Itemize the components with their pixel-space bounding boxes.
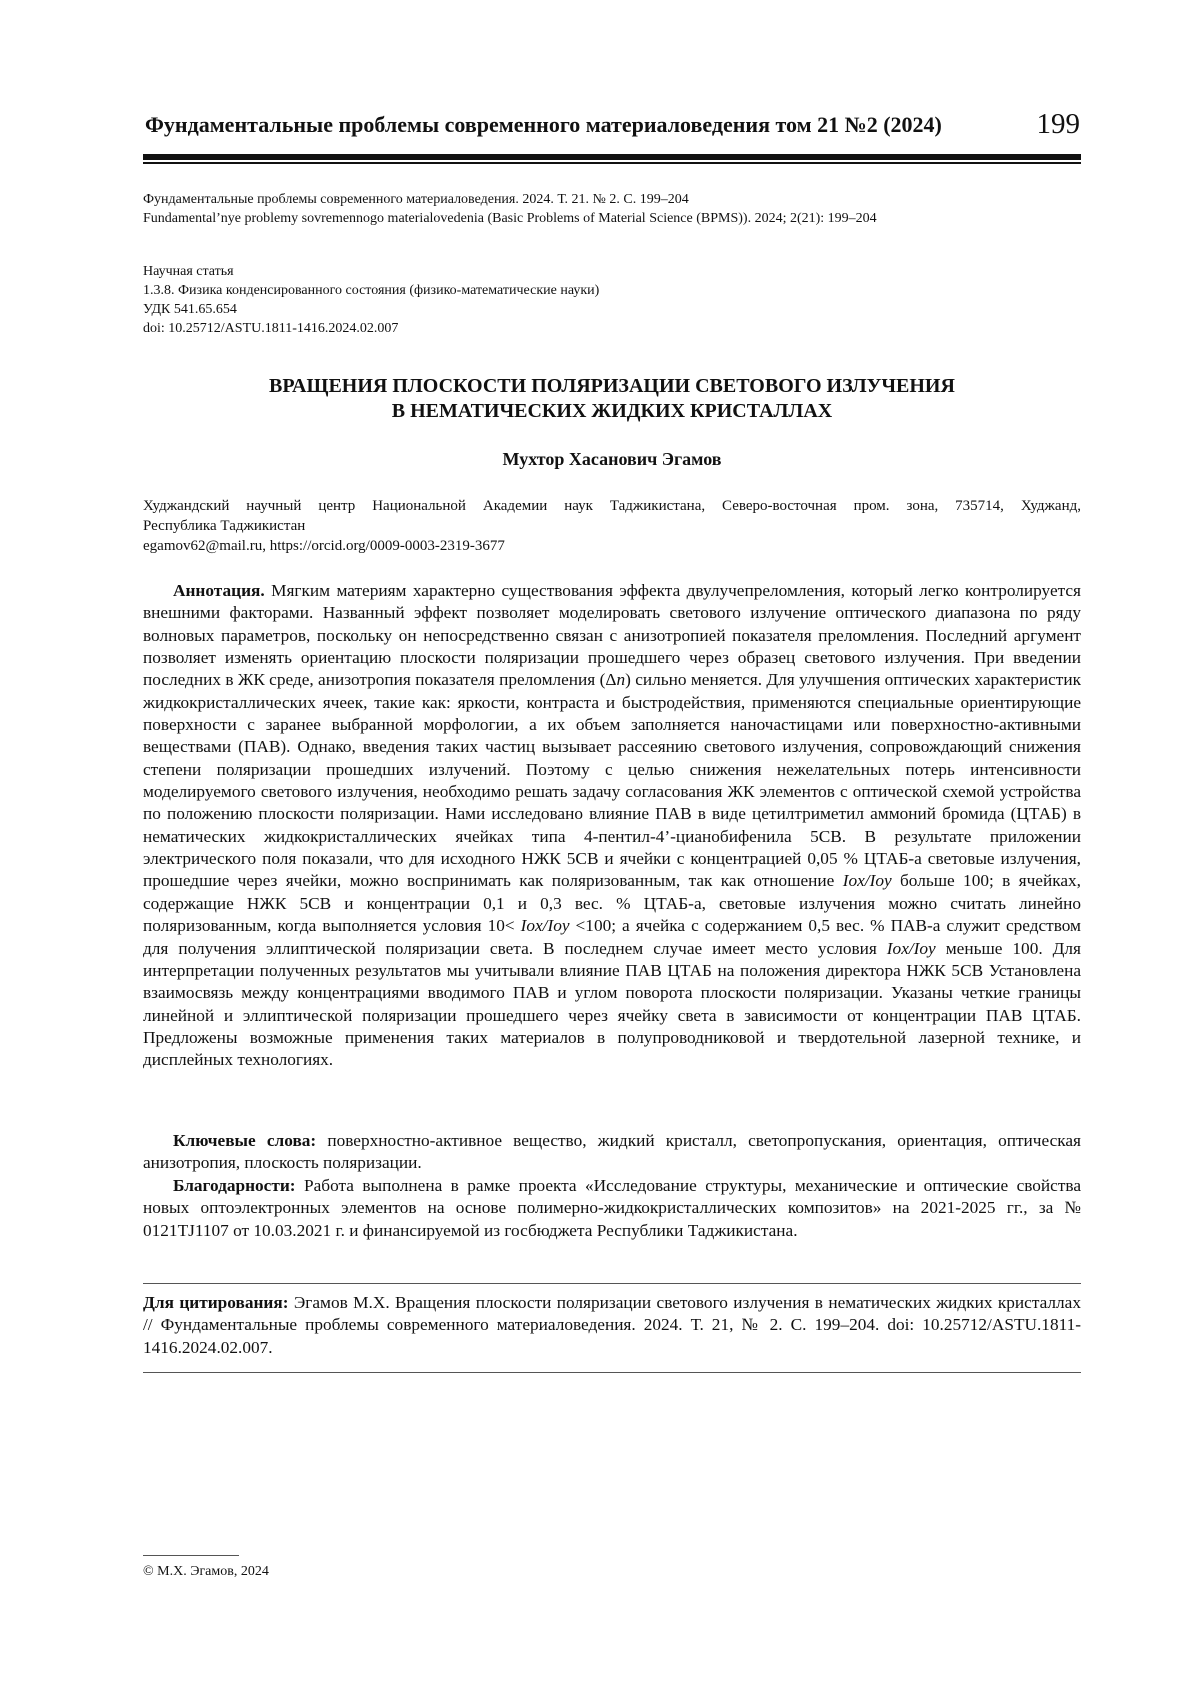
article-type: Научная статья: [143, 264, 234, 279]
citation-rule-top: [143, 1283, 1081, 1284]
keywords-label: Ключевые слова:: [173, 1131, 317, 1150]
keywords: Ключевые слова: поверхностно-активное вещество, жидкий кристалл, светопропускания, ориентация, оптическая анизотропия, плоскость поляризации.: [143, 1131, 1081, 1173]
author-contact: egamov62@mail.ru, https://orcid.org/0009-0003-2319-3677: [143, 538, 505, 554]
intensity-ratio: Iox/Ioy: [842, 871, 892, 891]
article-title: [143, 374, 1081, 424]
citation-line-en: Fundamental’nye problemy sovremennogo materialovedenia (Basic Problems of Material Science (BPMS)). 2024; 2(21): 199–204: [143, 211, 877, 226]
abstract: Аннотация. Мягким материям характерно существования эффекта двулучепреломления, который легко контролируется внешними факторами. Названный эффект позволяет моделировать светового излучение оптического диапазона по ряду волновых параметров, поскольку он непосредственно связан с анизотропией показателя преломления. Последний аргумент позволяет изменять ориентацию плоскости поляризации прошедшего через образец светового излучения. При введении последних в ЖК среде, анизотропия показателя преломления (Δn) сильно меняется. Для улучшения оптических характеристик жидкокристаллических ячеек, такие как: яркости, контраста и быстродействия, применяются специальные ориентирующие поверхности с заранее выбранной морфологии, а их объем заполняется наночастицами или поверхностно-активными веществами (ПАВ). Однако, введения таких частиц вызывает рассеянию светового излучения, сопровождающий снижения степени поляризации прошедших излучений. Поэтому с целью снижения нежелательных потерь интенсивности моделируемого светового излучения, необходимо решать задачу согласования ЖК элементов с оптической схемой устройства по положению плоскости поляризации. Нами исследовано влияние ПАВ в виде цетилтриметил аммоний бромида (ЦТАБ) в нематических жидкокристаллических ячейках типа 4-пентил-4’-цианобифенила 5СВ. В результате приложении электрического поля показали, что для исходного НЖК 5СВ и ячейки с концентрацией 0,05 % ЦТАБ-а световые излучения, прошедшие через ячейки, можно воспринимать как поляризованным, так как отношение Iox/Ioy больше 100; в ячейках, содержащие НЖК 5СВ и концентрации 0,1 и 0,3 вес. % ЦТАБ-а, световые излучения можно считать линейно поляризованным, когда выполняется условия 10< Iox/Ioy <100; а ячейка с содержанием 0,5 вес. % ПАВ-а служит средством для получения эллиптической поляризации света. В последнем случае имеет место условия Iox/Ioy меньше 100. Для интерпретации полученных результатов мы учитывали влияние ПАВ ЦТАБ на положения директора НЖК 5СВ Установлена взаимосвязь между концентрациями вводимого ПАВ и углом поворота плоскости поляризации. Указаны четкие границы линейной и эллиптической поляризации прошедшего через ячейку света в зависимости от концентрации ПАВ ЦТАБ. Предложены возможные применения таких материалов в полупроводниковой и твердотельной лазерной технике, и дисплейных технологиях.: [143, 581, 1081, 1070]
journal-title: Фундаментальные проблемы современного материаловедения том 21 №2 (2024): [145, 112, 942, 137]
acknowledgments-label: Благодарности:: [173, 1176, 296, 1195]
acknowledgments: Благодарности: Работа выполнена в рамке проекта «Исследование структуры, механические и оптические свойства новых оптоэлектронных элементов на основе полимерно-жидкокристаллических композитов» на 2021-2025 гг., за № 0121TJ1107 от 10.03.2021 г. и финансируемой из госбюджета Республики Таджикистана.: [143, 1176, 1081, 1240]
delta-n-symbol: n: [616, 670, 626, 690]
affiliation-line-1: Худжандский научный центр Национальной Академии наук Таджикистана, Северо-восточная пром. зона, 735714, Худжанд,: [143, 498, 1081, 514]
header-rule-thin: [143, 162, 1081, 164]
specialty-code: 1.3.8. Физика конденсированного состояния (физико-математические науки): [143, 283, 600, 298]
page-number: 199: [1036, 108, 1080, 140]
author-name: Мухтор Хасанович Эгамов: [502, 449, 722, 469]
citation-line-ru: Фундаментальные проблемы современного материаловедения. 2024. Т. 21. № 2. С. 199–204: [143, 192, 689, 207]
intensity-ratio: Iox/Ioy: [520, 916, 570, 936]
running-header: [145, 108, 1080, 148]
title-line-1: ВРАЩЕНИЯ ПЛОСКОСТИ ПОЛЯРИЗАЦИИ СВЕТОВОГО ИЗЛУЧЕНИЯ: [269, 375, 955, 397]
title-line-2: В НЕМАТИЧЕСКИХ ЖИДКИХ КРИСТАЛЛАХ: [391, 400, 833, 422]
header-rule-thick: [143, 154, 1081, 160]
citation-rule-bottom: [143, 1372, 1081, 1373]
affiliation-line-2: Республика Таджикистан: [143, 518, 306, 534]
intensity-ratio: Iox/Ioy: [886, 938, 936, 958]
copyright: © М.Х. Эгамов, 2024: [143, 1564, 269, 1579]
footnote-rule: [143, 1555, 239, 1556]
doi: doi: 10.25712/ASTU.1811-1416.2024.02.007: [143, 321, 399, 336]
abstract-label: Аннотация.: [173, 581, 265, 600]
udc-code: УДК 541.65.654: [143, 302, 237, 317]
citation-block: Для цитирования: Эгамов М.Х. Вращения плоскости поляризации светового излучения в нематических жидких кристаллах // Фундаментальные проблемы современного материаловедения. 2024. Т. 21, № 2. С. 199–204. doi: 10.25712/ASTU.1811-1416.2024.02.007.: [143, 1293, 1081, 1357]
citation-label: Для цитирования:: [143, 1293, 289, 1312]
affiliation: [143, 496, 1081, 556]
